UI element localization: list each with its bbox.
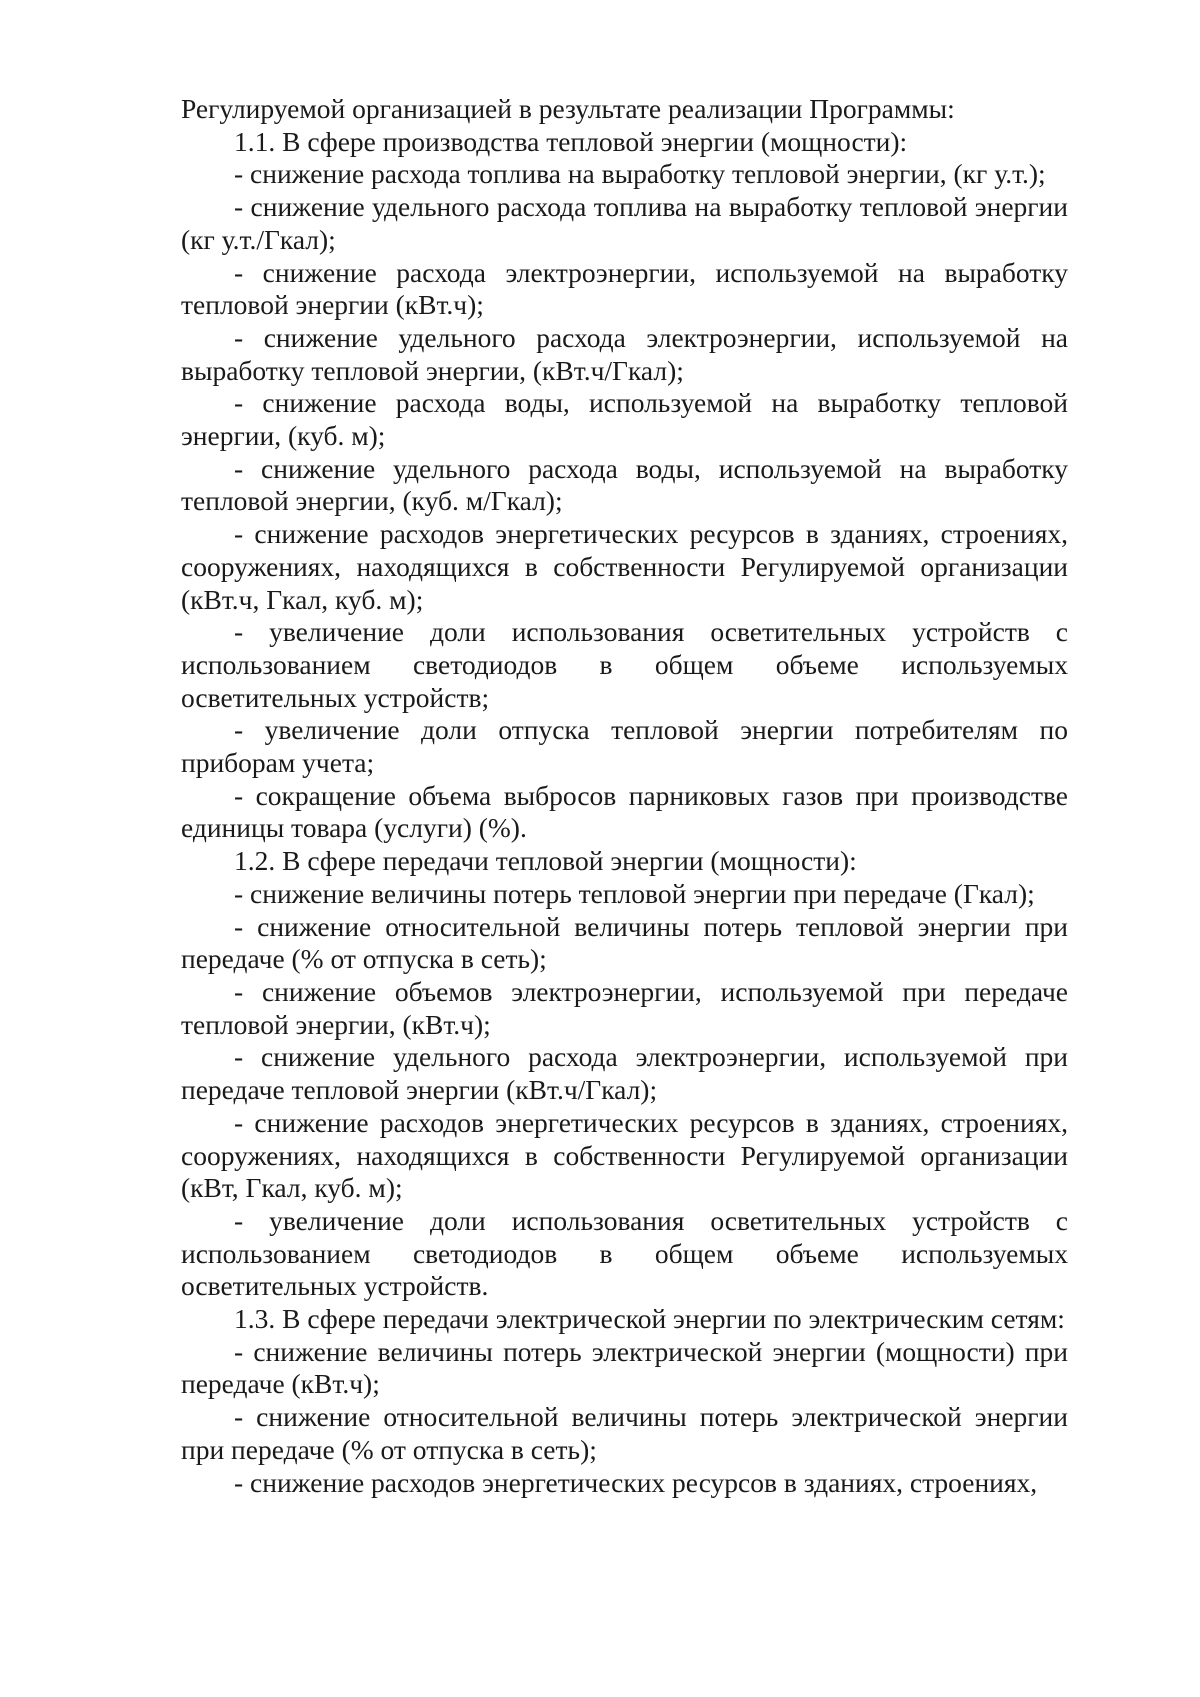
- list-item: - снижение величины потерь тепловой энергии при передаче (Гкал);: [234, 877, 1035, 909]
- list-item: - увеличение доли использования осветительных устройств с использованием светодиодов в общем объеме используемых осветительных устройств;: [181, 616, 1068, 713]
- list-item: - снижение расходов энергетических ресурсов в зданиях, строениях, сооружениях, находящихся в собственности Регулируемой организации (кВт.ч, Гкал, куб. м);: [181, 518, 1068, 615]
- list-item: - снижение относительной величины потерь электрической энергии при передаче (% от отпуска в сеть);: [181, 1401, 1068, 1465]
- list-item: - увеличение доли отпуска тепловой энергии потребителям по приборам учета;: [181, 714, 1068, 779]
- list-item: - снижение удельного расхода электроэнергии, используемой на выработку тепловой энергии, (кВт.ч/Гкал);: [181, 321, 1068, 386]
- list-item: - снижение расхода электроэнергии, используемой на выработку тепловой энергии (кВт.ч);: [181, 256, 1068, 321]
- section-heading-1-2: 1.2. В сфере передачи тепловой энергии (мощности):: [234, 845, 857, 877]
- section-heading-1-1: 1.1. В сфере производства тепловой энергии (мощности):: [234, 125, 908, 157]
- intro-line: Регулируемой организацией в результате реализации Программы:: [181, 93, 955, 124]
- section-heading-1-3: 1.3. В сфере передачи электрической энергии по электрическим сетям:: [234, 1303, 1065, 1335]
- list-item: - снижение расходов энергетических ресурсов в зданиях, строениях, сооружениях, находящихся в собственности Регулируемой организации (кВт, Гкал, куб. м);: [181, 1106, 1068, 1204]
- list-item: - снижение расхода топлива на выработку тепловой энергии, (кг у.т.);: [234, 158, 1046, 190]
- list-item: - снижение удельного расхода воды, используемой на выработку тепловой энергии, (куб. м/Гкал);: [181, 452, 1068, 517]
- list-item: - снижение удельного расхода электроэнергии, используемой при передаче тепловой энергии (кВт.ч/Гкал);: [181, 1041, 1068, 1106]
- list-item: - снижение объемов электроэнергии, используемой при передаче тепловой энергии, (кВт.ч);: [181, 975, 1068, 1040]
- list-item: - снижение удельного расхода топлива на выработку тепловой энергии (кг у.т./Гкал);: [181, 191, 1068, 255]
- list-item: - снижение относительной величины потерь тепловой энергии при передаче (% от отпуска в сеть);: [181, 910, 1068, 975]
- list-item: - увеличение доли использования осветительных устройств с использованием светодиодов в общем объеме используемых осветительных устройств.: [181, 1204, 1068, 1302]
- document-body: [181, 93, 1068, 1499]
- list-item: - сокращение объема выбросов парниковых газов при производстве единицы товара (услуги) (%).: [181, 779, 1068, 844]
- list-item: - снижение расходов энергетических ресурсов в зданиях, строениях,: [234, 1466, 1038, 1498]
- list-item: - снижение величины потерь электрической энергии (мощности) при передаче (кВт.ч);: [181, 1335, 1068, 1400]
- list-item: - снижение расхода воды, используемой на выработку тепловой энергии, (куб. м);: [181, 387, 1068, 452]
